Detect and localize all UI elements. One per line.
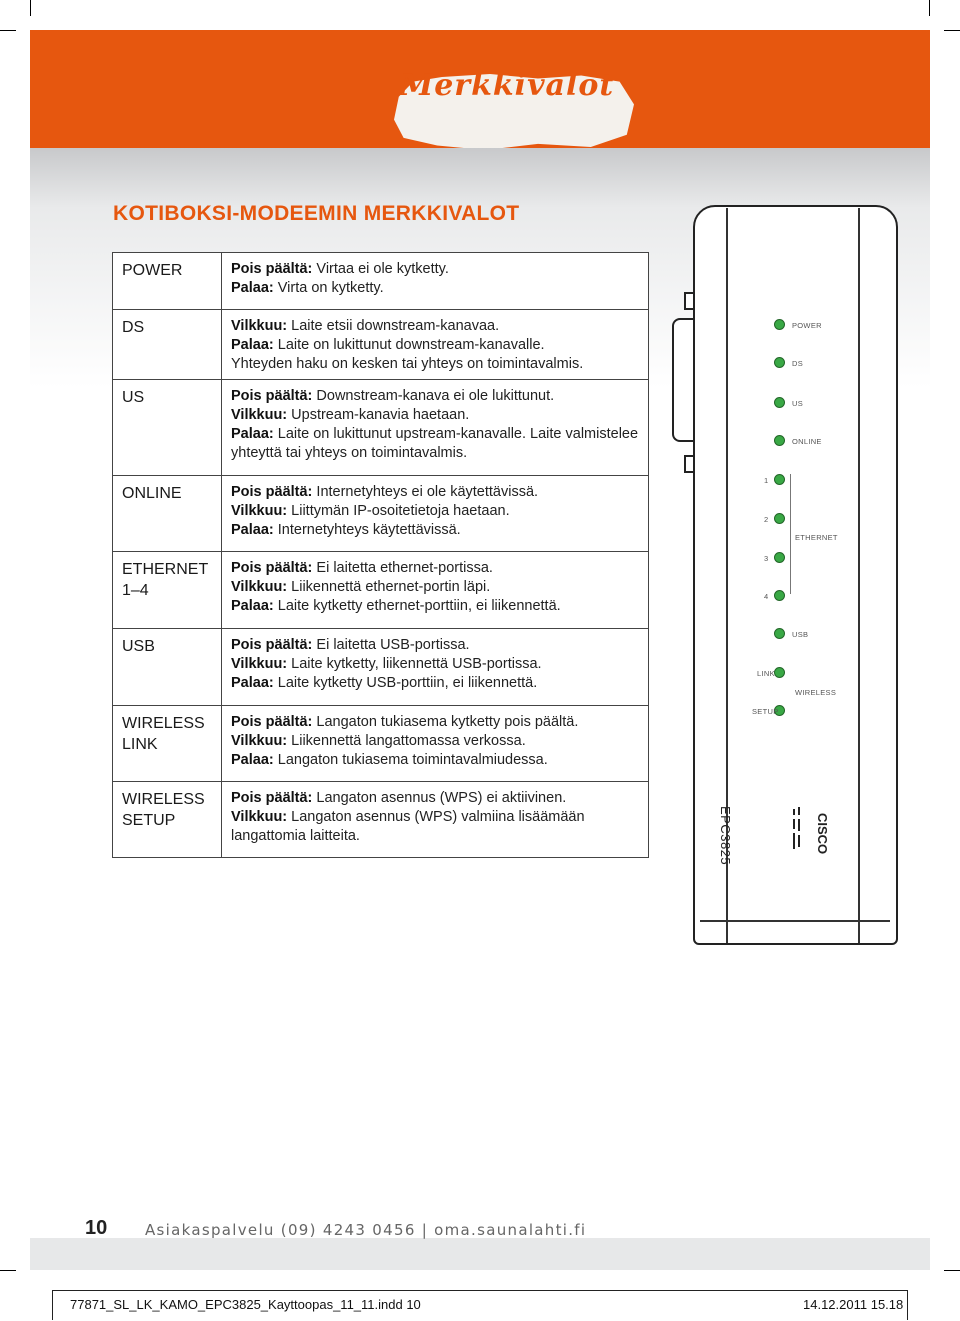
description-line [231, 597, 639, 616]
led-description [222, 380, 649, 476]
table-row [113, 552, 649, 629]
slug-file: 77871_SL_LK_KAMO_EPC3825_Kayttoopas_11_11.indd 10 [70, 1297, 421, 1312]
description-line [231, 387, 639, 406]
led-description [222, 552, 649, 629]
state-label: Pois päältä: [231, 790, 313, 806]
description-line [231, 655, 639, 674]
description-line [231, 279, 639, 298]
led-description [222, 706, 649, 782]
led-name: DS [113, 310, 222, 380]
port-label-2: 2 [764, 515, 769, 524]
state-label: Vilkkuu: [231, 503, 288, 519]
crop-mark [0, 1270, 16, 1271]
description-line [231, 317, 639, 336]
led-description [222, 629, 649, 706]
state-label: Vilkkuu: [231, 733, 288, 749]
crop-mark [944, 1270, 960, 1271]
crop-mark [944, 30, 960, 31]
led-label-us: US [792, 399, 804, 408]
description-line [231, 578, 639, 597]
state-text: Langaton tukiasema toimintavalmiudessa. [273, 752, 548, 768]
state-text: Langaton asennus (WPS) ei aktiivinen. [312, 790, 567, 806]
section-heading: KOTIBOKSI-MODEEMIN MERKKIVALOT [113, 202, 520, 225]
led-us-icon [774, 397, 785, 408]
page-number: 10 [85, 1217, 108, 1239]
state-label: Vilkkuu: [231, 809, 288, 825]
led-name: WIRELESS LINK [113, 706, 222, 782]
description-line [231, 406, 639, 425]
crop-mark [929, 0, 930, 16]
description-line [231, 732, 639, 751]
state-text: Internetyhteys ei ole käytettävissä. [312, 484, 539, 500]
description-line [231, 483, 639, 502]
model-name: EPC3825 [718, 806, 733, 866]
state-label: Pois päältä: [231, 484, 313, 500]
description-line [231, 808, 639, 846]
state-text: Virtaa ei ole kytketty. [312, 261, 449, 277]
state-label: Vilkkuu: [231, 579, 288, 595]
led-ethernet-2-icon [774, 513, 785, 524]
table-row [113, 253, 649, 310]
device-edge-line [700, 920, 890, 922]
led-name: USB [113, 629, 222, 706]
led-ethernet-4-icon [774, 590, 785, 601]
port-label-4: 4 [764, 592, 769, 601]
table-row [113, 380, 649, 476]
device-edge-line [858, 208, 860, 943]
state-text: Laite on lukittunut upstream-kanavalle. Laite valmistelee yhteyttä tai yhteys on toimintavalmis. [231, 426, 639, 461]
state-label: Palaa: [231, 522, 274, 538]
led-label-setup: SETUP [752, 707, 779, 716]
description-line [231, 713, 639, 732]
state-text: Ei laitetta ethernet-portissa. [312, 560, 493, 576]
state-label: Palaa: [231, 675, 274, 691]
state-text: Internetyhteys käytettävissä. [273, 522, 461, 538]
description-line [231, 260, 639, 279]
device-side-tab [672, 318, 694, 442]
led-name: POWER [113, 253, 222, 310]
description-line [231, 636, 639, 655]
led-wireless-link-icon [774, 667, 785, 678]
state-text: Virta on kytketty. [273, 280, 384, 296]
led-description [222, 253, 649, 310]
led-name: ONLINE [113, 476, 222, 552]
state-label: Palaa: [231, 598, 274, 614]
led-label-link: LINK [757, 669, 775, 678]
state-text: Liittymän IP-osoitetietoja haetaan. [287, 503, 510, 519]
svg-text:CISCO: CISCO [815, 813, 830, 855]
table-row [113, 476, 649, 552]
led-description [222, 782, 649, 858]
led-label-wireless: WIRELESS [795, 688, 837, 697]
led-description [222, 476, 649, 552]
state-text: Downstream-kanava ei ole lukittunut. [312, 388, 555, 404]
state-text: Langaton tukiasema kytketty pois päältä. [312, 714, 579, 730]
state-text: Laite kytketty ethernet-porttiin, ei liikennettä. [273, 598, 561, 614]
led-label-power: POWER [792, 321, 822, 330]
cisco-logo-icon [790, 805, 830, 860]
state-text: Ei laitetta USB-portissa. [312, 637, 470, 653]
description-line [231, 751, 639, 770]
led-online-icon [774, 435, 785, 446]
state-text: Laite on lukittunut downstream-kanavalle. [273, 337, 545, 353]
description-line [231, 425, 639, 463]
state-label: Pois päältä: [231, 560, 313, 576]
table-row [113, 310, 649, 380]
state-text: Liikennettä ethernet-portin läpi. [287, 579, 491, 595]
state-label: Palaa: [231, 337, 274, 353]
state-label: Vilkkuu: [231, 407, 288, 423]
led-label-ds: DS [792, 359, 804, 368]
port-label-3: 3 [764, 554, 769, 563]
state-label: Pois päältä: [231, 637, 313, 653]
crop-mark [30, 0, 31, 16]
state-label: Vilkkuu: [231, 318, 288, 334]
led-label-ethernet: ETHERNET [795, 533, 838, 542]
description-line [231, 674, 639, 693]
state-text: Upstream-kanavia haetaan. [287, 407, 470, 423]
state-label: Palaa: [231, 280, 274, 296]
description-line [231, 789, 639, 808]
description-line [231, 559, 639, 578]
table-row [113, 629, 649, 706]
state-text: Laite etsii downstream-kanavaa. [287, 318, 500, 334]
led-name: ETHERNET 1–4 [113, 552, 222, 629]
led-name: WIRELESS SETUP [113, 782, 222, 858]
state-text: Langaton asennus (WPS) valmiina lisäämään langattomia laitteita. [231, 809, 585, 844]
state-label: Palaa: [231, 752, 274, 768]
description-line [231, 502, 639, 521]
led-ethernet-1-icon [774, 474, 785, 485]
state-text: Liikennettä langattomassa verkossa. [287, 733, 526, 749]
state-label: Pois päältä: [231, 714, 313, 730]
crop-mark [0, 30, 16, 31]
state-text: Laite kytketty USB-porttiin, ei liikennettä. [273, 675, 538, 691]
state-label: Pois päältä: [231, 388, 313, 404]
port-label-1: 1 [764, 476, 769, 485]
state-label: Pois päältä: [231, 261, 313, 277]
led-description [222, 310, 649, 380]
led-label-usb: USB [792, 630, 809, 639]
description-line [231, 521, 639, 540]
state-label: Vilkkuu: [231, 656, 288, 672]
led-usb-icon [774, 628, 785, 639]
state-text: Yhteyden haku on kesken tai yhteys on toimintavalmis. [231, 356, 584, 372]
description-line [231, 355, 639, 374]
description-line [231, 336, 639, 355]
table-row [113, 706, 649, 782]
state-text: Laite kytketty, liikennettä USB-portissa. [287, 656, 542, 672]
banner-title: Merkkivalot [400, 68, 615, 103]
led-ethernet-3-icon [774, 552, 785, 563]
led-table [112, 252, 649, 858]
slug-date: 14.12.2011 15.18 [803, 1297, 904, 1312]
led-ds-icon [774, 357, 785, 368]
led-name: US [113, 380, 222, 476]
footer-contact: Asiakaspalvelu (09) 4243 0456 | oma.saunalahti.fi [145, 1221, 587, 1239]
ethernet-bracket [790, 474, 791, 594]
state-label: Palaa: [231, 426, 274, 442]
led-label-online: ONLINE [792, 437, 822, 446]
table-row [113, 782, 649, 858]
led-power-icon [774, 319, 785, 330]
